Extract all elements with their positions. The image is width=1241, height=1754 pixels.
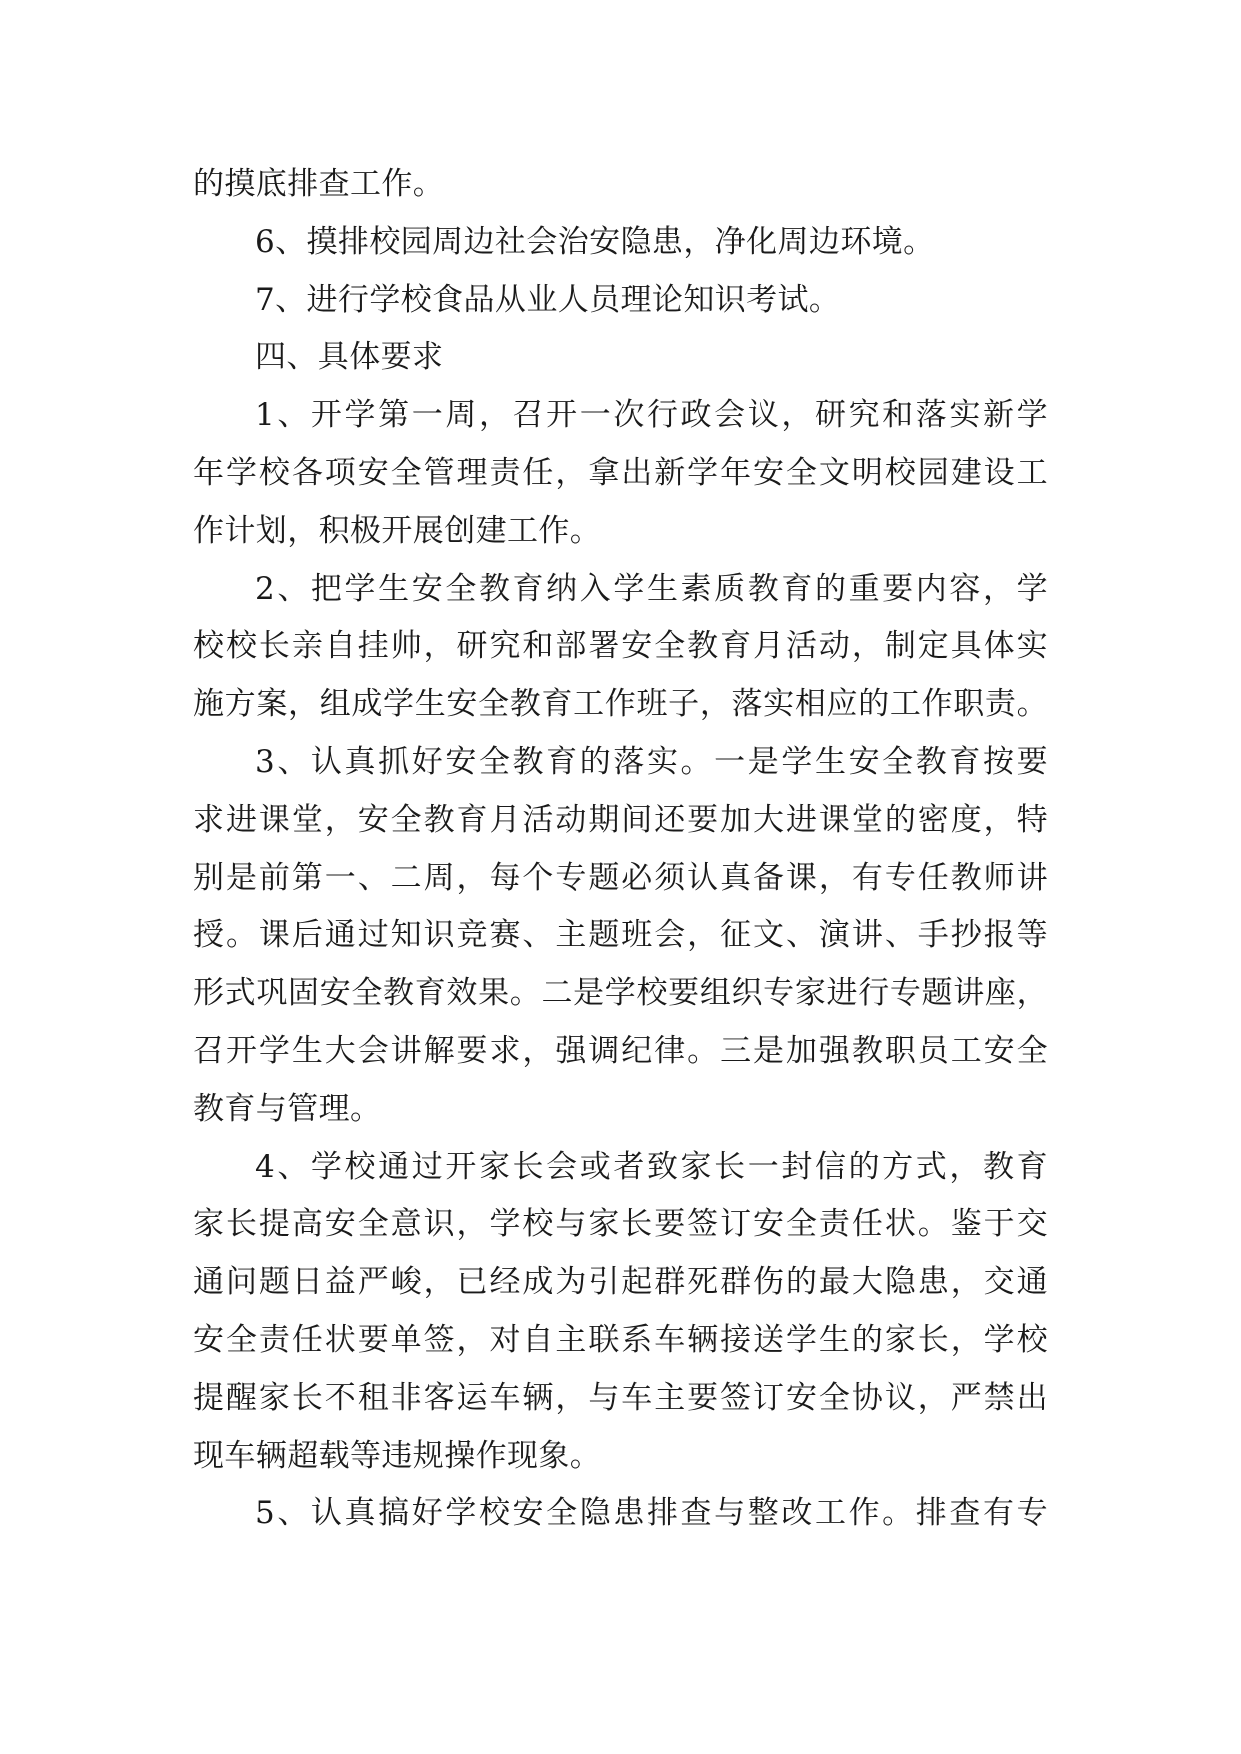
document-body [193,156,1048,1543]
text-line: 求进课堂，安全教育月活动期间还要加大进课堂的密度，特 [193,801,1048,838]
text-line: 现车辆超载等违规操作现象。 [193,1437,602,1474]
text-line: 通问题日益严峻，已经成为引起群死群伤的最大隐患，交通 [193,1264,1048,1301]
text-line: 作计划，积极开展创建工作。 [193,512,602,549]
text-line: 家长提高安全意识，学校与家长要签订安全责任状。鉴于交 [193,1206,1048,1243]
text-line: 6、摸排校园周边社会治安隐患，净化周边环境。 [255,223,935,260]
text-line: 5、认真搞好学校安全隐患排查与整改工作。排查有专 [255,1495,1048,1532]
text-line: 施方案，组成学生安全教育工作班子，落实相应的工作职责。 [193,686,1048,723]
text-line: 形式巩固安全教育效果。二是学校要组织专家进行专题讲座， [193,975,1048,1012]
text-line: 召开学生大会讲解要求，强调纪律。三是加强教职员工安全 [193,1032,1048,1069]
text-line: 2、把学生安全教育纳入学生素质教育的重要内容，学 [255,570,1048,607]
text-line: 1、开学第一周，召开一次行政会议，研究和落实新学 [255,397,1048,434]
text-line: 的摸底排查工作。 [193,166,445,202]
text-line: 提醒家长不租非客运车辆，与车主要签订安全协议，严禁出 [193,1379,1048,1416]
text-line: 年学校各项安全管理责任，拿出新学年安全文明校园建设工 [193,454,1048,491]
text-line: 4、学校通过开家长会或者致家长一封信的方式，教育 [255,1148,1048,1185]
text-line: 授。课后通过知识竞赛、主题班会，征文、演讲、手抄报等 [193,917,1048,954]
text-line: 安全责任状要单签，对自主联系车辆接送学生的家长，学校 [193,1321,1048,1358]
text-line: 3、认真抓好安全教育的落实。一是学生安全教育按要 [255,743,1048,780]
text-line: 校校长亲自挂帅，研究和部署安全教育月活动，制定具体实 [193,628,1048,665]
text-line: 教育与管理。 [193,1090,382,1127]
section-heading: 四、具体要求 [255,339,444,376]
text-line: 7、进行学校食品从业人员理论知识考试。 [255,281,841,318]
text-line: 别是前第一、二周，每个专题必须认真备课，有专任教师讲 [193,859,1048,896]
